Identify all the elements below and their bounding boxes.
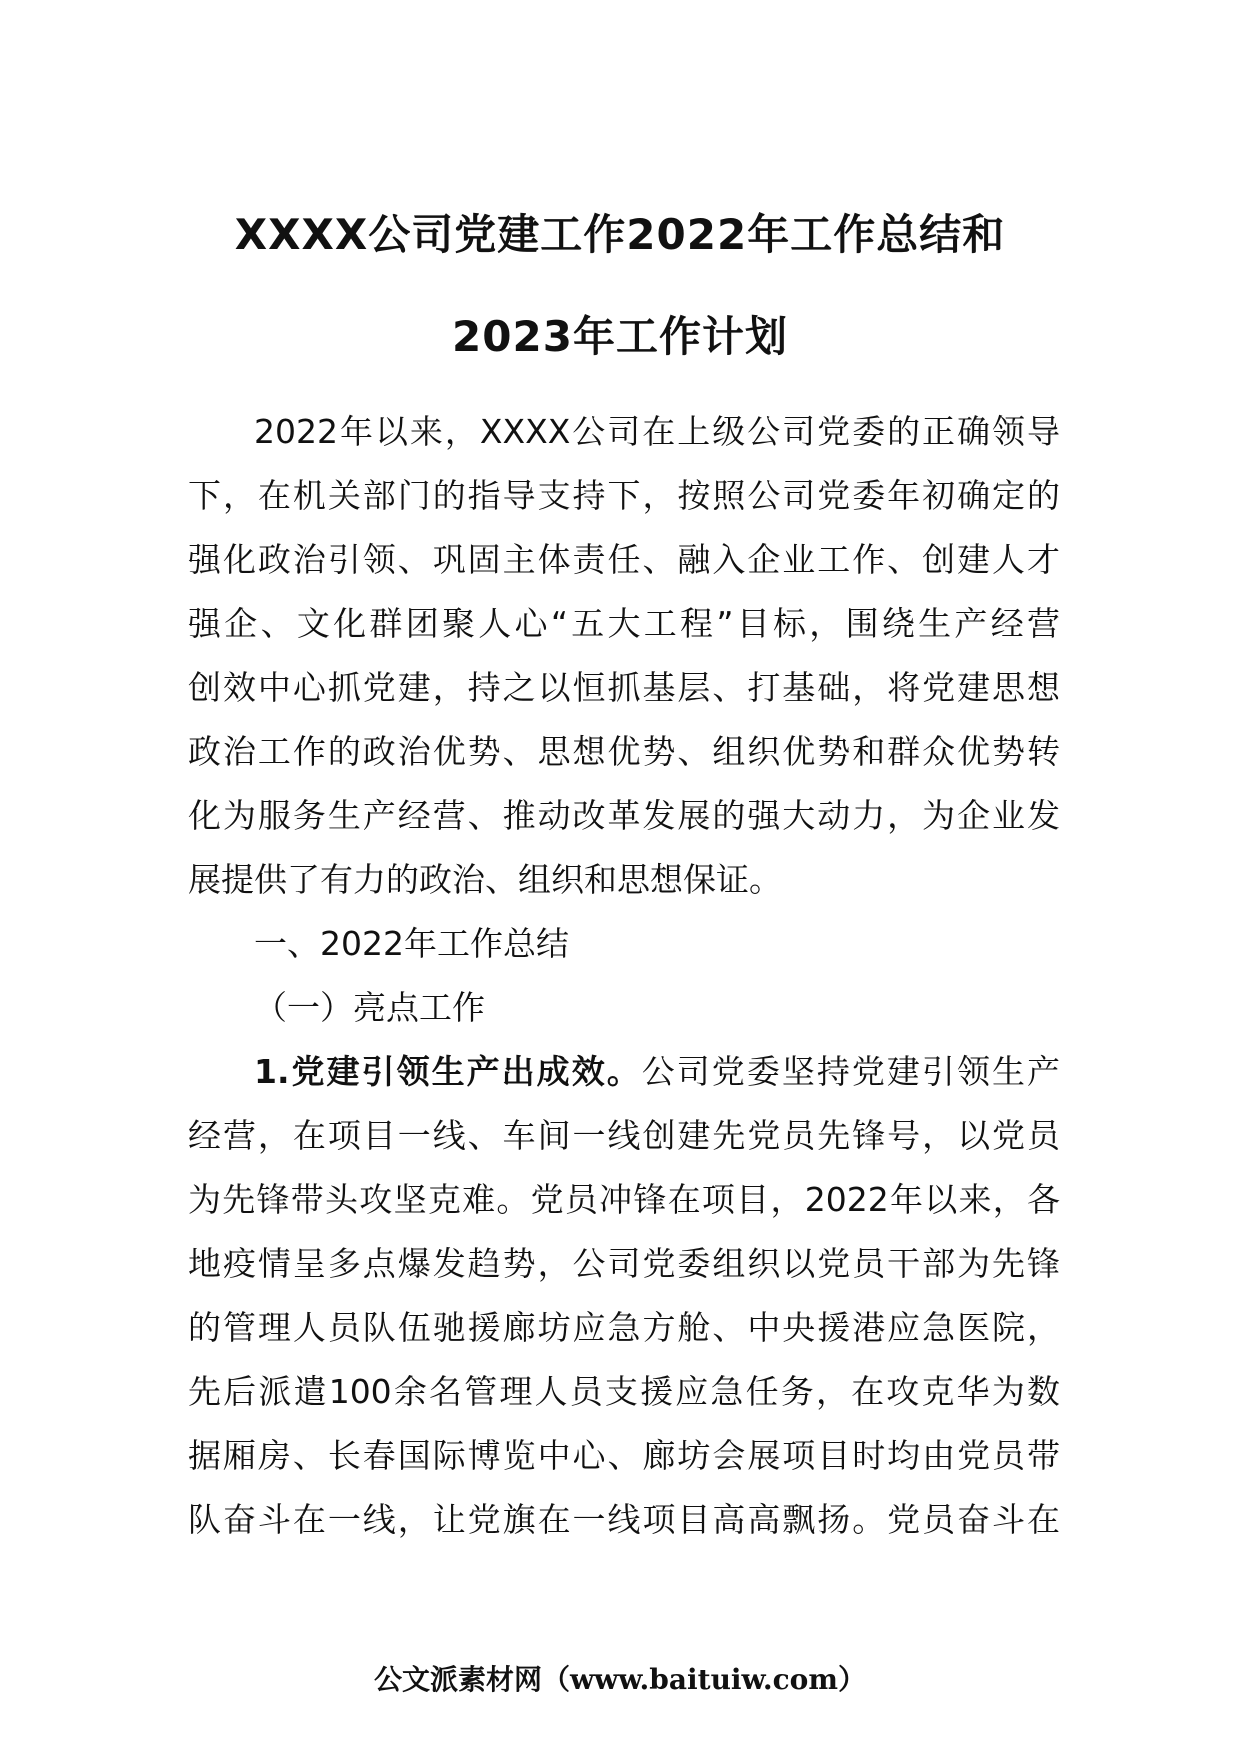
subsection-heading: （一）亮点工作: [254, 988, 485, 1027]
body-line: 据厢房、长春国际博览中心、廊坊会展项目时均由党员带: [188, 1436, 1060, 1475]
body-line: 化为服务生产经营、推动改革发展的强大动力，为企业发: [188, 796, 1060, 835]
body-line: 经营，在项目一线、车间一线创建先党员先锋号，以党员: [188, 1116, 1060, 1155]
body-line: 队奋斗在一线，让党旗在一线项目高高飘扬。党员奋斗在: [188, 1500, 1060, 1539]
body-line: 政治工作的政治优势、思想优势、组织优势和群众优势转: [188, 732, 1060, 771]
body-line: 展提供了有力的政治、组织和思想保证。: [188, 860, 782, 899]
body-line: 创效中心抓党建，持之以恒抓基层、打基础，将党建思想: [188, 668, 1060, 707]
body-line: 为先锋带头攻坚克难。党员冲锋在项目，2022年以来，各: [188, 1180, 1060, 1219]
section-heading: 一、2022年工作总结: [254, 924, 569, 963]
document-title-line-2: 2023年工作计划: [452, 312, 788, 361]
document-body: [188, 400, 1060, 1552]
body-line: 强化政治引领、巩固主体责任、融入企业工作、创建人才: [188, 540, 1060, 579]
point-line: [188, 1040, 1060, 1104]
body-line: 先后派遣100余名管理人员支援应急任务，在攻克华为数: [188, 1372, 1060, 1411]
body-line: 强企、文化群团聚人心“五大工程”目标，围绕生产经营: [188, 604, 1060, 643]
point-heading: 1.党建引领生产出成效。: [254, 1052, 642, 1091]
body-line: 地疫情呈多点爆发趋势，公司党委组织以党员干部为先锋: [188, 1244, 1060, 1283]
body-line: 2022年以来，XXXX公司在上级公司党委的正确领导: [254, 412, 1060, 451]
footer-watermark: 公文派素材网（www.baituiw.com）: [374, 1663, 866, 1696]
body-line: 下，在机关部门的指导支持下，按照公司党委年初确定的: [188, 476, 1060, 515]
point-text: 公司党委坚持党建引领生产: [641, 1052, 1061, 1091]
document-title-line-1: XXXX公司党建工作2022年工作总结和: [234, 210, 1006, 259]
body-line: 的管理人员队伍驰援廊坊应急方舱、中央援港应急医院，: [188, 1308, 1060, 1347]
